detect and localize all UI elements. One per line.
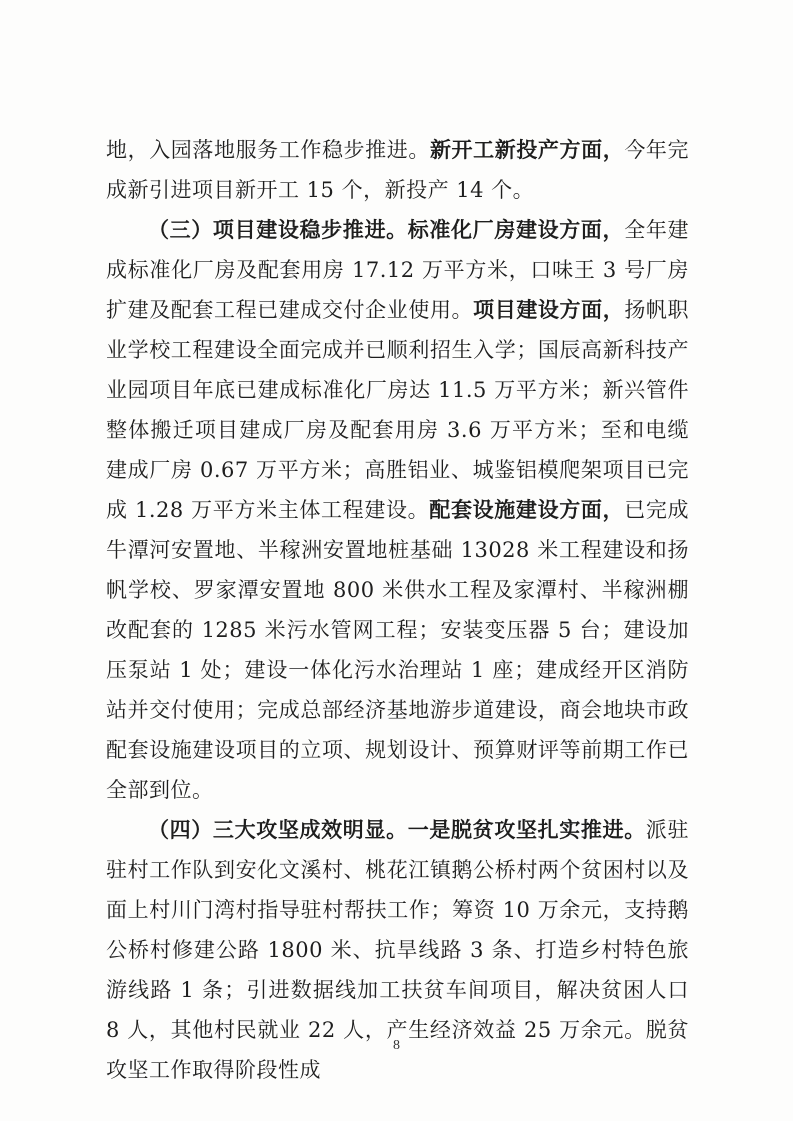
paragraph-2-heading-3: 配套设施建设方面，: [429, 498, 625, 522]
paragraph-1: [106, 130, 689, 210]
paragraph-1-text-1: 地，入园落地服务工作稳步推进。: [106, 138, 430, 162]
paragraph-2: [106, 210, 689, 810]
paragraph-2-text-1: 全年建成标准化厂房及配套用房 17.12 万平方米，口味王 3 号厂房扩建及配套工程已建成交付企业使用。: [106, 218, 690, 322]
paragraph-2-heading-1: （三）项目建设稳步推进。标准化厂房建设方面，: [148, 218, 625, 242]
page-number: 8: [393, 1038, 400, 1053]
paragraph-3-text-1: 派驻驻村工作队到安化文溪村、桃花江镇鹅公桥村两个贫困村以及面上村川门湾村指导驻村帮扶工作；筹资 10 万余元，支持鹅公桥村修建公路 1800 米、抗旱线路 3 条、打造乡村特色旅游线路 1 条；引进数据线加工扶贫车间项目，解决贫困人口 8 人，其他村民就业 22 人，产生经济效益 25 万余元。脱贫攻坚工作取得阶段性成: [106, 818, 690, 1082]
paragraph-3-heading-1: （四）三大攻坚成效明显。一是脱贫攻坚扎实推进。: [148, 818, 646, 842]
paragraph-1-heading-1: 新开工新投产方面，: [429, 138, 625, 162]
paragraph-2-text-2: 扬帆职业学校工程建设全面完成并已顺利招生入学；国辰高新科技产业园项目年底已建成标准化厂房达 11.5 万平方米；新兴管件整体搬迁项目建成厂房及配套用房 3.6 万平方米；至和电缆建成厂房 0.67 万平方米；高胜铝业、城鉴铝模爬架项目已完成 1.28 万平方米主体工程建设。: [106, 298, 690, 522]
paragraph-2-heading-2: 项目建设方面，: [473, 298, 625, 322]
paragraph-1-text-2: 今年完成新引进项目新开工 15 个，新投产 14 个。: [106, 138, 690, 202]
paragraph-2-text-3: 已完成牛潭河安置地、半稼洲安置地桩基础 13028 米工程建设和扬帆学校、罗家潭安置地 800 米供水工程及家潭村、半稼洲棚改配套的 1285 米污水管网工程；安装变压器 5 台；建设加压泵站 1 处；建设一体化污水治理站 1 座；建成经开区消防站并交付使用；完成总部经济基地游步道建设，商会地块市政配套设施建设项目的立项、规划设计、预算财评等前期工作已全部到位。: [106, 498, 690, 802]
body-text: [106, 130, 689, 1090]
